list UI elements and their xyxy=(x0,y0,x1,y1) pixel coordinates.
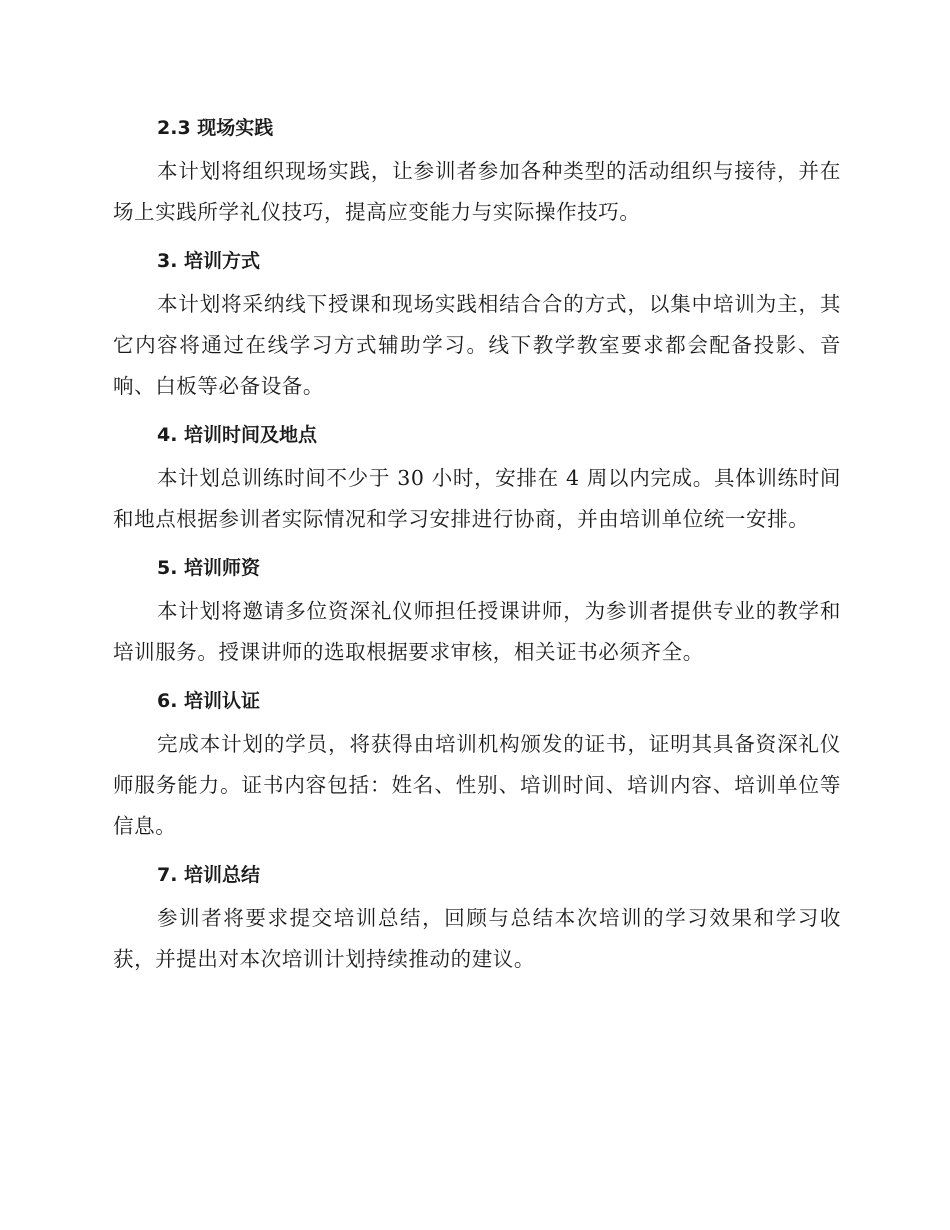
section-paragraph-2-3: 本计划将组织现场实践，让参训者参加各种类型的活动组织与接待，并在场上实践所学礼仪技巧，提高应变能力与实际操作技巧。 xyxy=(113,159,841,224)
section-paragraph-7: 参训者将要求提交培训总结，回顾与总结本次培训的学习效果和学习收获，并提出对本次培训计划持续推动的建议。 xyxy=(113,906,841,971)
section-heading-4: 4. 培训时间及地点 xyxy=(157,424,318,446)
section-paragraph-4: 本计划总训练时间不少于 30 小时，安排在 4 周以内完成。具体训练时间和地点根据参训者实际情况和学习安排进行协商，并由培训单位统一安排。 xyxy=(113,466,841,531)
section-paragraph-3: 本计划将采纳线下授课和现场实践相结合合的方式，以集中培训为主，其它内容将通过在线学习方式辅助学习。线下教学教室要求都会配备投影、音响、白板等必备设备。 xyxy=(113,292,841,398)
section-paragraph-5: 本计划将邀请多位资深礼仪师担任授课讲师，为参训者提供专业的教学和培训服务。授课讲师的选取根据要求审核，相关证书必须齐全。 xyxy=(113,599,841,664)
section-heading-7: 7. 培训总结 xyxy=(157,864,261,886)
section-heading-6: 6. 培训认证 xyxy=(157,690,261,712)
document-body xyxy=(113,108,841,988)
section-heading-5: 5. 培训师资 xyxy=(157,557,261,579)
section-paragraph-6: 完成本计划的学员，将获得由培训机构颁发的证书，证明其具备资深礼仪师服务能力。证书内容包括：姓名、性别、培训时间、培训内容、培训单位等信息。 xyxy=(113,732,841,838)
section-heading-2-3: 2.3 现场实践 xyxy=(157,117,274,139)
section-heading-3: 3. 培训方式 xyxy=(157,250,261,272)
